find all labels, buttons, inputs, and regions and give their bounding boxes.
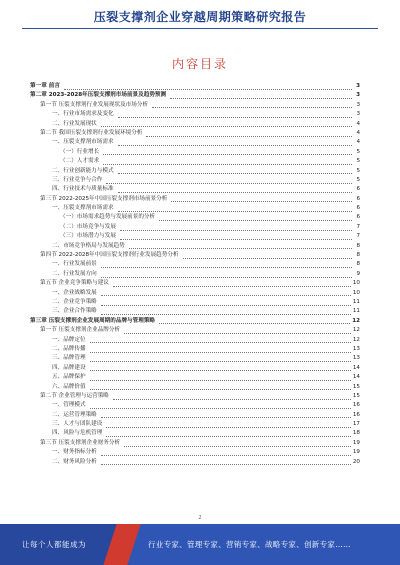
toc-entry[interactable] <box>30 91 360 100</box>
toc-entry-page: 13 <box>352 345 360 352</box>
toc-entry-text: （三）市场潜力与发展 <box>60 232 118 241</box>
toc-leader-dots <box>106 182 352 184</box>
toc-entry[interactable] <box>30 298 360 307</box>
toc-entry[interactable] <box>30 373 360 382</box>
toc-entry[interactable] <box>30 420 360 429</box>
toc-entry-page: 11 <box>352 298 360 305</box>
toc-entry-page: 6 <box>356 186 360 193</box>
toc-leader-dots <box>101 294 351 296</box>
toc-leader-dots <box>90 407 351 409</box>
toc-entry-page: 3 <box>356 111 360 118</box>
toc-leader-dots <box>159 219 352 221</box>
toc-entry[interactable] <box>30 101 360 110</box>
toc-leader-dots <box>113 285 351 287</box>
toc-leader-dots <box>90 341 351 343</box>
toc-entry[interactable] <box>30 176 360 185</box>
toc-entry-text: 第一章 前言 <box>30 82 62 91</box>
toc-entry-text: 二、行业发展现状 <box>52 120 99 129</box>
toc-entry[interactable] <box>30 138 360 147</box>
report-title: 压裂支撑剂企业穿越周期策略研究报告 <box>93 10 307 24</box>
toc-entry-page: 5 <box>356 176 360 183</box>
toc-entry-page: 4 <box>356 139 360 146</box>
toc-entry[interactable] <box>30 260 360 269</box>
toc-entry[interactable] <box>30 232 360 241</box>
toc-entry[interactable] <box>30 448 360 457</box>
toc-entry-text: 四、风险与危机管理 <box>52 429 104 438</box>
toc-entry[interactable] <box>30 204 360 213</box>
toc-entry[interactable] <box>30 392 360 401</box>
toc-entry-text: 第五节 企业竞争策略与建议 <box>40 279 111 288</box>
toc-entry-page: 6 <box>356 214 360 221</box>
toc-entry-page: 12 <box>352 327 360 334</box>
toc-leader-dots <box>118 172 352 174</box>
footer-tags: 行业专家、管理专家、营销专家、战略专家、创新专家…… <box>148 540 351 549</box>
toc-entry-page: 15 <box>352 392 360 399</box>
toc-entry[interactable] <box>30 307 360 316</box>
toc-entry-text: 三、行业竞争与合作 <box>52 176 104 185</box>
toc-entry-page: 16 <box>352 402 360 409</box>
toc-entry-text: 第二章 2023-2028年压裂支撑剂市场前景及趋势预测 <box>30 91 168 100</box>
toc-entry[interactable] <box>30 270 360 279</box>
table-of-contents <box>30 82 360 467</box>
toc-leader-dots <box>152 106 352 108</box>
toc-entry-page: 4 <box>356 120 360 127</box>
toc-leader-dots <box>124 332 351 334</box>
toc-leader-dots <box>64 88 352 90</box>
toc-entry[interactable] <box>30 411 360 420</box>
toc-entry[interactable] <box>30 383 360 392</box>
toc-leader-dots <box>183 257 352 259</box>
toc-entry-page: 16 <box>352 411 360 418</box>
toc-entry[interactable] <box>30 195 360 204</box>
toc-leader-dots <box>101 266 352 268</box>
toc-entry-text: （二）人才需求 <box>60 157 101 166</box>
toc-entry-text: 一、压裂支撑剂市场需求 <box>52 138 116 147</box>
toc-entry-text: 第三节 压裂支撑剂企业财务分析 <box>40 439 122 448</box>
toc-entry-page: 14 <box>352 374 360 381</box>
footer-banner <box>0 524 400 565</box>
toc-entry-text: 第三节 2022-2025年中国压裂支撑剂市场前景分析 <box>40 195 169 204</box>
toc-entry-page: 5 <box>356 148 360 155</box>
toc-entry-page: 11 <box>352 308 360 315</box>
toc-entry-page: 6 <box>356 205 360 212</box>
toc-leader-dots <box>124 445 351 447</box>
toc-leader-dots <box>106 435 351 437</box>
toc-entry[interactable] <box>30 120 360 129</box>
toc-entry-page: 5 <box>356 167 360 174</box>
toc-entry[interactable] <box>30 364 360 373</box>
toc-entry-text: 三、企业合作策略 <box>52 307 99 316</box>
toc-entry[interactable] <box>30 317 360 326</box>
toc-entry-page: 3 <box>356 101 360 108</box>
toc-leader-dots <box>101 416 351 418</box>
toc-entry-text: 二、财务风险分析 <box>52 458 99 467</box>
toc-entry-text: 二、行业发展方向 <box>52 270 99 279</box>
toc-entry-page: 17 <box>352 421 360 428</box>
toc-entry-text: 第一节 压裂支撑剂企业品牌分析 <box>40 326 122 335</box>
toc-entry-text: 一、行业市场需求及变化 <box>52 110 116 119</box>
toc-entry[interactable] <box>30 110 360 119</box>
toc-entry-page: 10 <box>352 289 360 296</box>
toc-leader-dots <box>170 97 352 99</box>
toc-leader-dots <box>146 135 352 137</box>
toc-leader-dots <box>118 191 352 193</box>
toc-entry-text: 一、品牌定位 <box>52 336 88 345</box>
toc-leader-dots <box>90 388 351 390</box>
toc-entry-text: 第二节 我国压裂支撑剂行业发展环境分析 <box>40 129 144 138</box>
toc-entry-page: 8 <box>356 261 360 268</box>
toc-leader-dots <box>101 304 351 306</box>
toc-entry-text: 四、行业技术与质量标准 <box>52 185 116 194</box>
toc-entry-text: 第三章 压裂支撑剂企业发展周期的品牌与管理策略 <box>30 317 157 326</box>
toc-entry-text: 一、财务指标分析 <box>52 448 99 457</box>
toc-entry-text: 第一节 压裂支撑剂行业发展现状及市场分析 <box>40 101 150 110</box>
toc-entry-text: 二、市场竞争格局与发展趋势 <box>52 242 127 251</box>
toc-leader-dots <box>120 229 352 231</box>
toc-leader-dots <box>159 322 350 324</box>
toc-entry-page: 3 <box>356 83 360 89</box>
toc-entry[interactable] <box>30 401 360 410</box>
toc-entry-page: 7 <box>356 223 360 230</box>
toc-leader-dots <box>90 379 351 381</box>
footer-slogan: 让每个人都能成为 <box>22 540 86 549</box>
toc-entry-page: 10 <box>352 280 360 287</box>
toc-entry-text: 四、品牌建设 <box>52 364 88 373</box>
toc-entry-page: 7 <box>356 233 360 240</box>
toc-leader-dots <box>101 454 351 456</box>
toc-entry-text: 二、运营管理策略 <box>52 411 99 420</box>
toc-entry[interactable] <box>30 289 360 298</box>
toc-leader-dots <box>120 238 352 240</box>
toc-entry-page: 3 <box>356 92 360 99</box>
toc-entry-page: 5 <box>356 158 360 165</box>
toc-entry-page: 6 <box>356 195 360 202</box>
toc-leader-dots <box>101 463 351 465</box>
toc-entry-page: 8 <box>356 242 360 249</box>
toc-entry-text: 一、行业发展前景 <box>52 260 99 269</box>
toc-entry[interactable] <box>30 213 360 222</box>
toc-entry[interactable] <box>30 458 360 467</box>
header-divider <box>22 28 378 29</box>
toc-entry-page: 12 <box>352 336 360 343</box>
toc-entry-text: 一、管理模式 <box>52 401 88 410</box>
toc-leader-dots <box>118 210 352 212</box>
toc-leader-dots <box>90 351 351 353</box>
toc-entry-text: 三、品牌管理 <box>52 354 88 363</box>
toc-entry[interactable] <box>30 223 360 232</box>
toc-entry-text: 第二节 企业管理与运营策略 <box>40 392 111 401</box>
toc-leader-dots <box>101 276 352 278</box>
toc-entry-page: 18 <box>352 430 360 437</box>
toc-entry[interactable] <box>30 336 360 345</box>
toc-entry[interactable] <box>30 148 360 157</box>
toc-leader-dots <box>113 398 351 400</box>
toc-leader-dots <box>106 426 351 428</box>
toc-entry-text: （二）市场竞争与发展 <box>60 223 118 232</box>
toc-entry-text: 六、品牌价值 <box>52 383 88 392</box>
toc-entry[interactable] <box>30 185 360 194</box>
page-header <box>0 0 400 30</box>
toc-entry-page: 4 <box>356 129 360 136</box>
toc-entry-page: 13 <box>352 355 360 362</box>
toc-entry-text: 五、品牌保护 <box>52 373 88 382</box>
toc-entry-page: 8 <box>356 252 360 259</box>
toc-entry-text: 第四节 2022-2028年中国压裂支撑剂行业发展趋势分析 <box>40 251 181 260</box>
toc-entry[interactable] <box>30 326 360 335</box>
toc-entry[interactable] <box>30 167 360 176</box>
toc-leader-dots <box>101 125 352 127</box>
toc-leader-dots <box>101 313 351 315</box>
toc-entry[interactable] <box>30 82 360 91</box>
toc-heading: 内容目录 <box>171 57 228 71</box>
page-number: 2 <box>198 515 202 521</box>
toc-entry[interactable] <box>30 251 360 260</box>
toc-leader-dots <box>129 247 352 249</box>
toc-entry[interactable] <box>30 157 360 166</box>
toc-leader-dots <box>90 360 351 362</box>
toc-entry-page: 19 <box>352 439 360 446</box>
toc-entry-text: 三、人才与团队建设 <box>52 420 104 429</box>
toc-entry[interactable] <box>30 129 360 138</box>
toc-leader-dots <box>103 153 352 155</box>
toc-entry-page: 12 <box>352 317 360 324</box>
toc-entry-text: 一、压裂支撑剂市场需求 <box>52 204 116 213</box>
toc-leader-dots <box>90 369 351 371</box>
toc-entry-text: 一、企业战略发展 <box>52 289 99 298</box>
toc-entry-text: 二、企业竞争策略 <box>52 298 99 307</box>
toc-entry[interactable] <box>30 242 360 251</box>
toc-leader-dots <box>171 200 352 202</box>
toc-entry-page: 15 <box>352 383 360 390</box>
toc-entry-page: 19 <box>352 449 360 456</box>
toc-entry[interactable] <box>30 429 360 438</box>
toc-entry-text: 二、行业创新能力与模式 <box>52 167 116 176</box>
toc-leader-dots <box>103 163 352 165</box>
toc-entry-text: （一）市场需求趋势与发展前景的分析 <box>60 213 157 222</box>
toc-entry[interactable] <box>30 345 360 354</box>
toc-entry-page: 14 <box>352 364 360 371</box>
toc-entry-page: 9 <box>356 270 360 277</box>
toc-entry-page: 20 <box>352 458 360 465</box>
toc-entry[interactable] <box>30 279 360 288</box>
toc-leader-dots <box>118 116 352 118</box>
toc-entry-text: 二、品牌传播 <box>52 345 88 354</box>
toc-entry[interactable] <box>30 439 360 448</box>
toc-entry[interactable] <box>30 354 360 363</box>
toc-entry-text: （一）行业增长 <box>60 148 101 157</box>
toc-leader-dots <box>118 144 352 146</box>
